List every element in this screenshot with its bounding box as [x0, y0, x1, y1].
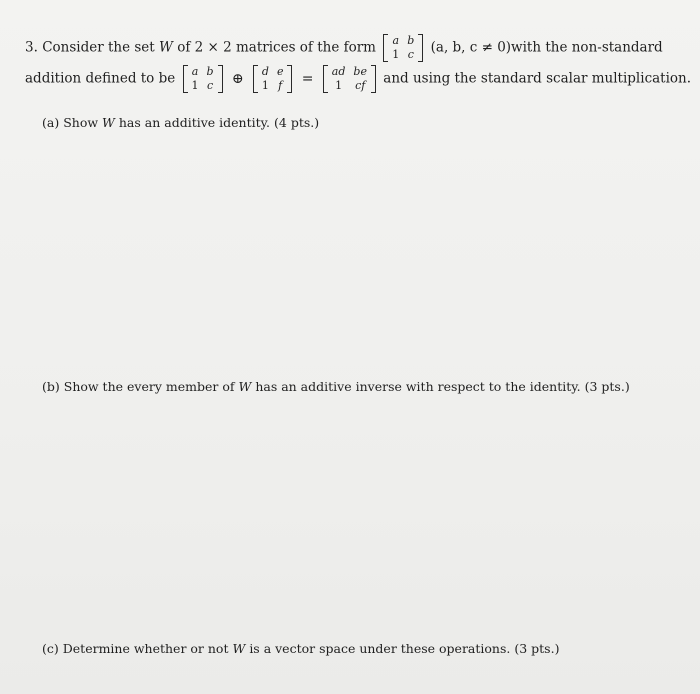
sum-left-1: 1	[191, 79, 199, 92]
sum-left-matrix	[183, 65, 223, 93]
problem-line-2	[25, 65, 691, 93]
form-matrix-a: a	[392, 34, 400, 47]
sum-left-a: a	[191, 65, 199, 78]
form-matrix-1: 1	[392, 48, 400, 61]
equals-symbol: =	[301, 71, 314, 87]
form-matrix-b: b	[407, 34, 415, 47]
part-b-text-b: has an additive inverse with respect to the identity.	[255, 379, 581, 394]
part-a-points: (4 pts.)	[274, 115, 320, 130]
sum-right-f: f	[278, 79, 283, 92]
sum-result-matrix	[323, 65, 376, 93]
intro-text-a: Consider the set	[42, 39, 155, 56]
part-c-var: W	[232, 641, 246, 656]
part-a-text-a: Show	[63, 115, 99, 130]
part-c-label: (c)	[42, 641, 59, 656]
part-a-label: (a)	[42, 115, 60, 130]
part-b-label: (b)	[42, 379, 60, 394]
part-c-points: (3 pts.)	[514, 641, 560, 656]
part-a-text-b: has an additive identity.	[118, 115, 271, 130]
sum-right-matrix	[253, 65, 293, 93]
sum-result-ad: ad	[331, 65, 346, 78]
intro-text-b: of 2 × 2 matrices of the form	[177, 39, 376, 56]
part-c	[42, 643, 559, 656]
part-c-text-a: Determine whether or not	[62, 641, 229, 656]
part-c-text-b: is a vector space under these operations.	[249, 641, 511, 656]
form-matrix-c: c	[407, 48, 414, 61]
sum-right-d: d	[261, 65, 269, 78]
sum-left-c: c	[206, 79, 214, 92]
line2-suffix: and using the standard scalar multiplication.	[383, 70, 692, 87]
part-b-var: W	[238, 379, 252, 394]
part-a	[42, 117, 319, 130]
condition-text: (a, b, c ≠ 0)with the non-standard	[430, 39, 663, 56]
part-b-text-a: Show the every member of	[63, 379, 235, 394]
sum-right-1: 1	[261, 79, 269, 92]
sum-result-be: be	[353, 65, 367, 78]
problem-number: 3.	[25, 39, 38, 56]
sum-left-b: b	[206, 65, 214, 78]
sum-right-e: e	[276, 65, 284, 78]
sum-result-cf: cf	[355, 79, 366, 92]
part-b-points: (3 pts.)	[584, 379, 630, 394]
line2-prefix: addition defined to be	[25, 70, 176, 87]
set-name: W	[159, 39, 173, 56]
part-b	[42, 381, 630, 394]
part-a-var: W	[102, 115, 115, 130]
problem-line-1	[25, 34, 663, 62]
oplus-symbol: ⊕	[231, 71, 244, 87]
sum-result-1: 1	[335, 79, 343, 92]
form-matrix	[383, 34, 423, 62]
